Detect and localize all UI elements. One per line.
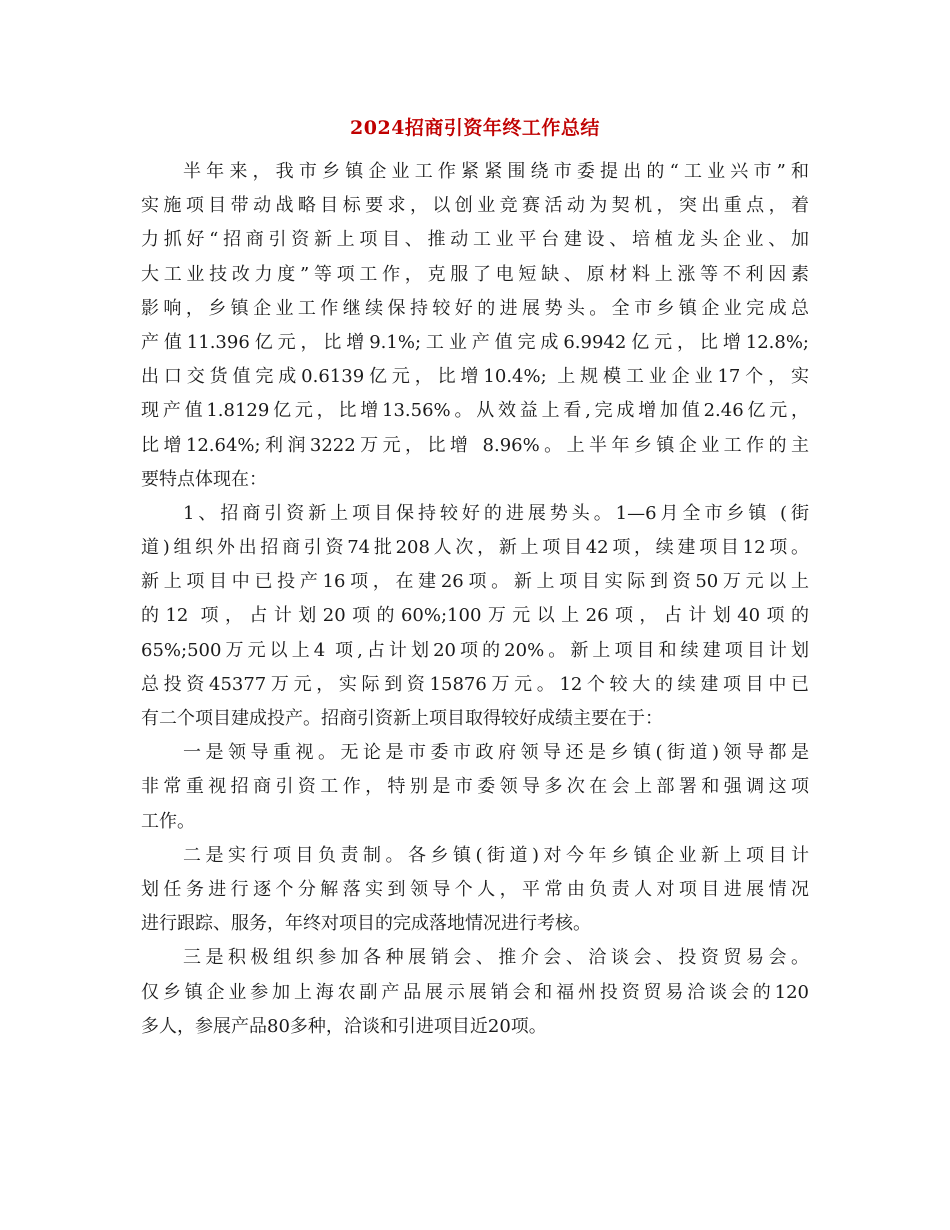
paragraph-responsibility — [141, 839, 809, 942]
document-body — [141, 155, 809, 1044]
text-line: 非常重视招商引资工作，特别是市委领导多次在会上部署和强调这项 — [141, 776, 809, 798]
text-line: 半年来，我市乡镇企业工作紧紧围绕市委提出的“工业兴市”和 — [183, 161, 809, 182]
paragraph-exhibitions — [141, 941, 809, 1044]
text-line: 1、招商引资新上项目保持较好的进展势头。1—6月全市乡镇 (街 — [183, 502, 809, 524]
text-line: 进行跟踪、服务，年终对项目的完成落地情况进行考核。 — [141, 913, 591, 935]
text-line: 力抓好“招商引资新上项目、推动工业平台建设、培植龙头企业、加 — [141, 229, 809, 251]
text-line: 要特点体现在： — [141, 468, 267, 490]
text-line: 实施项目带动战略目标要求，以创业竞赛活动为契机，突出重点，着 — [141, 195, 809, 217]
text-line: 划任务进行逐个分解落实到领导个人，平常由负责人对项目进展情况 — [141, 878, 809, 900]
paragraph-investment-progress — [141, 497, 809, 736]
text-line: 有二个项目建成投产。招商引资新上项目取得较好成绩主要在于： — [141, 708, 663, 729]
text-line: 的12 项，占计划20项的60%;100万元以上26项，占计划40项的 — [141, 605, 809, 627]
text-line: 二是实行项目负责制。各乡镇(街道)对今年乡镇企业新上项目计 — [183, 844, 809, 866]
text-line: 现产值1.8129亿元，比增13.56%。从效益上看,完成增加值2.46亿元， — [141, 400, 809, 422]
text-line: 三是积极组织参加各种展销会、推介会、洽谈会、投资贸易会。 — [183, 947, 809, 969]
text-line: 仅乡镇企业参加上海农副产品展示展销会和福州投资贸易洽谈会的120 — [141, 981, 809, 1003]
paragraph-intro — [141, 155, 809, 497]
text-line: 比增12.64%;利润3222万元，比增 8.96%。上半年乡镇企业工作的主 — [141, 434, 809, 456]
text-line: 出口交货值完成0.6139亿元，比增10.4%; 上规模工业企业17个，实 — [141, 366, 809, 388]
text-line: 多人，参展产品80多种，洽谈和引进项目近20项。 — [141, 1015, 547, 1037]
paragraph-leadership — [141, 736, 809, 839]
text-line: 产值11.396亿元，比增9.1%;工业产值完成6.9942亿元，比增12.8%; — [141, 331, 809, 353]
text-line: 大工业技改力度”等项工作，克服了电短缺、原材料上涨等不利因素 — [141, 263, 809, 285]
text-line: 65%;500万元以上4 项,占计划20项的20%。新上项目和续建项目计划 — [141, 639, 809, 661]
text-line: 新上项目中已投产16项，在建26项。新上项目实际到资50万元以上 — [141, 571, 809, 593]
document-title: 2024招商引资年终工作总结 — [350, 117, 600, 139]
text-line: 道)组织外出招商引资74批208人次，新上项目42项，续建项目12项。 — [141, 537, 809, 559]
text-line: 影响，乡镇企业工作继续保持较好的进展势头。全市乡镇企业完成总 — [141, 297, 809, 319]
text-line: 工作。 — [141, 810, 195, 832]
text-line: 总投资45377万元，实际到资15876万元。12个较大的续建项目中已 — [141, 673, 809, 695]
text-line: 一是领导重视。无论是市委市政府领导还是乡镇(街道)领导都是 — [183, 742, 809, 764]
